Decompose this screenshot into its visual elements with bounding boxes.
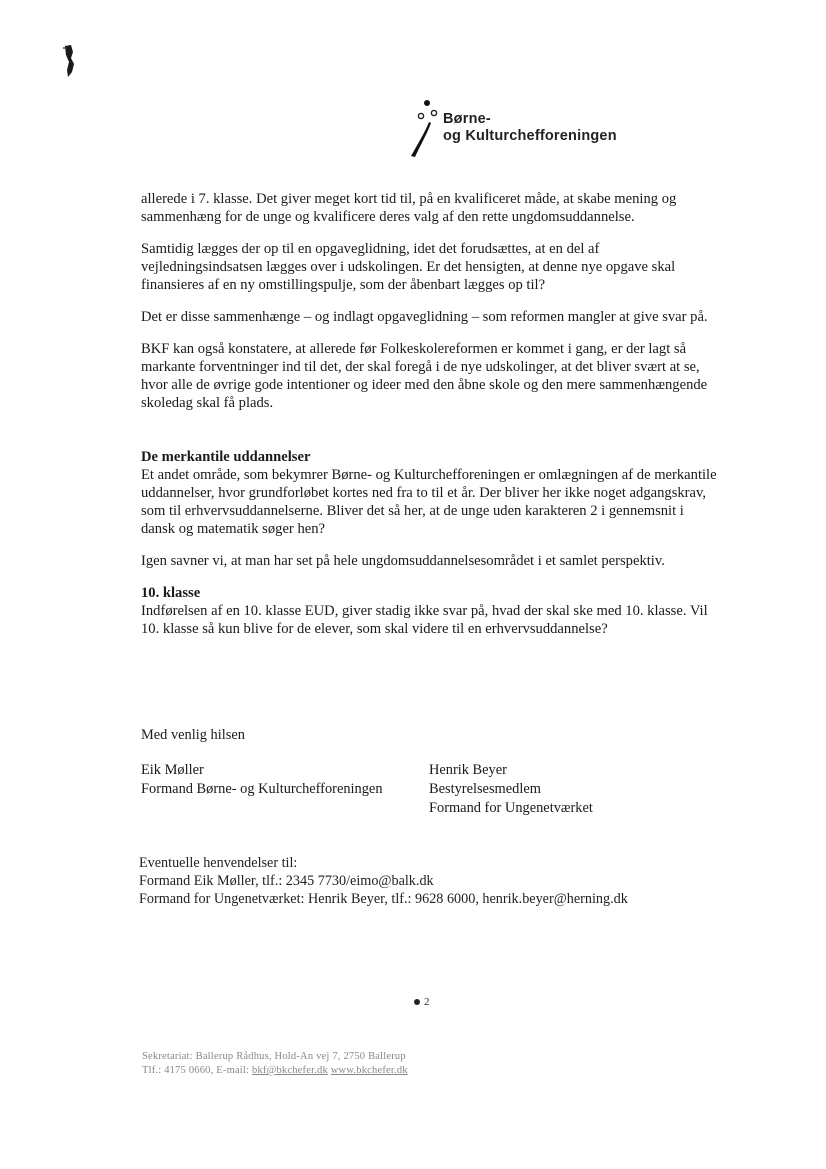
body-paragraph: allerede i 7. klasse. Det giver meget kort tid til, på en kvalificeret måde, at skabe mening og sammenhæng for de unge og kvalificere deres valg af den rette ungdomsuddannelse.	[141, 191, 677, 225]
footer-website-link[interactable]: www.bkchefer.dk	[330, 1065, 408, 1076]
body-paragraph: BKF kan også konstatere, at allerede før Folkeskolereformen er kommet i gang, er der lagt så markante forventninger ind til det, der skal foregå i de nye udskolinger, at det bliver svært at se, hvor alle de øvrige gode intentioner og ideer med den åbne skole og den mere sammenhængende skoledag skal få plads.	[141, 341, 708, 411]
body-paragraph: Samtidig lægges der op til en opgaveglidning, idet det forudsættes, at en del af vejledningsindsatsen lægges over i udskolingen. Er det hensigten, at denne nye opgave skal finansieres af en ny omstillingspulje, som der åbenbart lægges op til?	[141, 241, 676, 293]
footer-address: Sekretariat: Ballerup Rådhus, Hold-An vej 7, 2750 Ballerup	[142, 1051, 406, 1062]
signatory-right	[429, 761, 593, 818]
section-heading: 10. klasse	[141, 585, 201, 601]
bullet-icon	[414, 999, 420, 1005]
body-paragraph: Det er disse sammenhænge – og indlagt opgaveglidning – som reformen mangler at give svar på.	[141, 309, 708, 325]
organization-logo	[405, 96, 665, 166]
letter-body	[141, 190, 721, 638]
signatory-name: Eik Møller	[141, 762, 204, 778]
signatory-left	[141, 761, 383, 799]
contact-line: Formand for Ungenetværket: Henrik Beyer, tlf.: 9628 6000, henrik.beyer@herning.dk	[139, 891, 628, 907]
section-heading: De merkantile uddannelser	[141, 449, 311, 465]
logo-figure-icon	[405, 96, 445, 160]
footer-email-link[interactable]: bkf@bkchefer.dk	[252, 1065, 328, 1076]
contact-line: Formand Eik Møller, tlf.: 2345 7730/eimo@balk.dk	[139, 873, 434, 889]
section-paragraph: Igen savner vi, at man har set på hele ungdomsuddannelsesområdet i et samlet perspektiv.	[141, 553, 665, 569]
contact-block	[139, 854, 739, 908]
signatory-title: Formand for Ungenetværket	[429, 800, 593, 816]
page-number: 2	[414, 996, 430, 1008]
signature-block	[141, 726, 701, 857]
scan-artifact-mark	[62, 44, 76, 78]
contact-intro: Eventuelle henvendelser til:	[139, 855, 298, 871]
section-paragraph: Indførelsen af en 10. klasse EUD, giver stadig ikke svar på, hvad der skal ske med 10. klasse. Vil 10. klasse så kun blive for de elever, som skal videre til en erhvervsuddannelse?	[141, 603, 708, 637]
logo-text-line2: og Kulturchefforeningen	[443, 128, 617, 144]
signatory-title: Formand Børne- og Kulturchefforeningen	[141, 781, 383, 797]
footer	[142, 1050, 472, 1078]
signatory-title: Bestyrelsesmedlem	[429, 781, 541, 797]
signatory-name: Henrik Beyer	[429, 762, 507, 778]
footer-contact: Tlf.: 4175 0660, E-mail: bkf@bkchefer.dk www.bkchefer.dk	[142, 1065, 408, 1076]
section-paragraph: Et andet område, som bekymrer Børne- og Kulturchefforeningen er omlægningen af de merkantile uddannelser, hvor grundforløbet kortes ned fra to til et år. Der bliver her ikke noget adgangskrav, som til erhvervsuddannelserne. Bliver det så her, at de unge uden karakteren 2 i gennemsnit i dansk og matematik søger hen?	[141, 467, 717, 537]
closing-text: Med venlig hilsen	[141, 727, 245, 743]
logo-text-line1: Børne-	[443, 111, 491, 127]
